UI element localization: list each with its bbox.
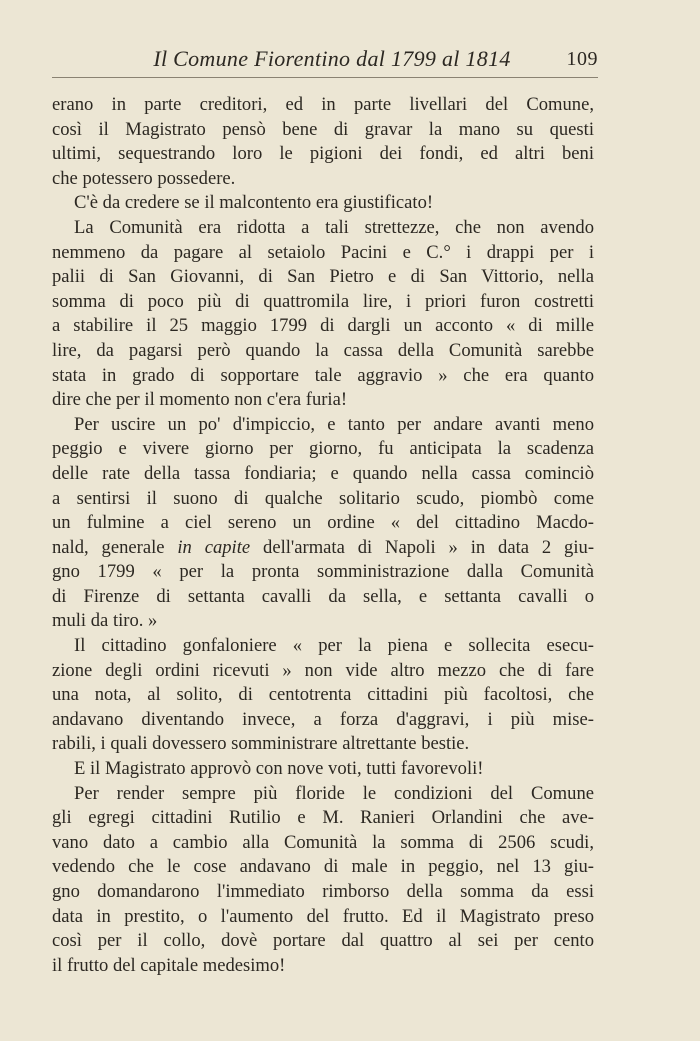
text-line: stata in grado di sopportare tale aggravio » che era quanto xyxy=(52,364,594,386)
text-line: vedendo che le cose andavano di male in peggio, nel 13 giu- xyxy=(52,856,594,878)
text-line: che potessero possedere. xyxy=(52,167,236,189)
text-line: zione degli ordini ricevuti » non vide altro mezzo che di fare xyxy=(52,659,594,681)
text-segment: dell'armata di Napoli » in data 2 giu- xyxy=(250,536,595,558)
text-line: ultimi, sequestrando loro le pigioni dei fondi, ed altri beni xyxy=(52,143,594,165)
text-line: somma di poco più di quattromila lire, i priori furon costretti xyxy=(52,290,594,312)
text-line: così per il collo, dovè portare dal quattro al sei per cento xyxy=(52,930,594,952)
running-title: Il Comune Fiorentino dal 1799 al 1814 xyxy=(153,46,511,71)
text-line: gli egregi cittadini Rutilio e M. Ranieri Orlandini che ave- xyxy=(52,807,594,829)
paragraph xyxy=(52,191,594,216)
text-line: gno 1799 « per la pronta somministrazione dalla Comunità xyxy=(52,561,594,583)
text-line: Per uscire un po' d'impiccio, e tanto per andare avanti meno xyxy=(74,413,594,435)
text-line: muli da tiro. » xyxy=(52,610,158,632)
text-line: data in prestito, o l'aumento del frutto. Ed il Magistrato preso xyxy=(52,905,594,927)
paragraph xyxy=(52,782,594,979)
page-number: 109 xyxy=(566,48,598,70)
italic-phrase: in capite xyxy=(177,536,251,558)
text-line: C'è da credere se il malcontento era giustificato! xyxy=(74,192,434,214)
paragraph xyxy=(52,93,594,191)
paragraph xyxy=(52,757,594,782)
paragraph xyxy=(52,216,594,413)
text-line: rabili, i quali dovessero somministrare altrettante bestie. xyxy=(52,733,470,755)
text-line: Per render sempre più floride le condizioni del Comune xyxy=(74,782,594,804)
paragraph xyxy=(52,413,594,634)
text-line: E il Magistrato approvò con nove voti, tutti favorevoli! xyxy=(74,758,484,780)
text-line: gno domandarono l'immediato rimborso della somma da essi xyxy=(52,881,594,902)
header-rule xyxy=(52,77,598,78)
text-line: a stabilire il 25 maggio 1799 di dargli un acconto « di mille xyxy=(52,315,594,337)
body-text xyxy=(52,93,594,978)
text-line: andavano diventando invece, a forza d'aggravi, i più mise- xyxy=(52,708,594,730)
running-header xyxy=(52,46,598,76)
text-line: vano dato a cambio alla Comunità la somma di 2506 scudi, xyxy=(52,831,594,853)
paragraph xyxy=(52,634,594,757)
text-line: una nota, al solito, di centotrenta cittadini più facoltosi, che xyxy=(52,684,594,706)
text-line: a sentirsi il suono di qualche solitario scudo, piombò come xyxy=(52,487,594,509)
text-line xyxy=(52,536,594,561)
text-line: peggio e vivere giorno per giorno, fu anticipata la scadenza xyxy=(52,438,594,460)
text-line: palii di San Giovanni, di San Pietro e di San Vittorio, nella xyxy=(52,266,594,288)
text-line: La Comunità era ridotta a tali strettezze, che non avendo xyxy=(74,216,594,238)
text-line: lire, da pagarsi però quando la cassa della Comunità sarebbe xyxy=(52,339,594,361)
text-line: di Firenze di settanta cavalli da sella, e settanta cavalli o xyxy=(52,585,594,607)
text-line: delle rate della tassa fondiaria; e quando nella cassa cominciò xyxy=(52,462,594,484)
text-segment: nald, generale xyxy=(52,536,178,558)
text-line: dire che per il momento non c'era furia! xyxy=(52,389,348,411)
text-line: Il cittadino gonfaloniere « per la piena e sollecita esecu- xyxy=(74,635,594,657)
text-line: un fulmine a ciel sereno un ordine « del cittadino Macdo- xyxy=(52,512,594,534)
text-line: erano in parte creditori, ed in parte livellari del Comune, xyxy=(52,94,594,115)
text-line: così il Magistrato pensò bene di gravar la mano su questi xyxy=(52,118,594,140)
text-line: il frutto del capitale medesimo! xyxy=(52,954,286,976)
text-line: nemmeno da pagare al setaiolo Pacini e C.° i drappi per i xyxy=(52,241,594,263)
